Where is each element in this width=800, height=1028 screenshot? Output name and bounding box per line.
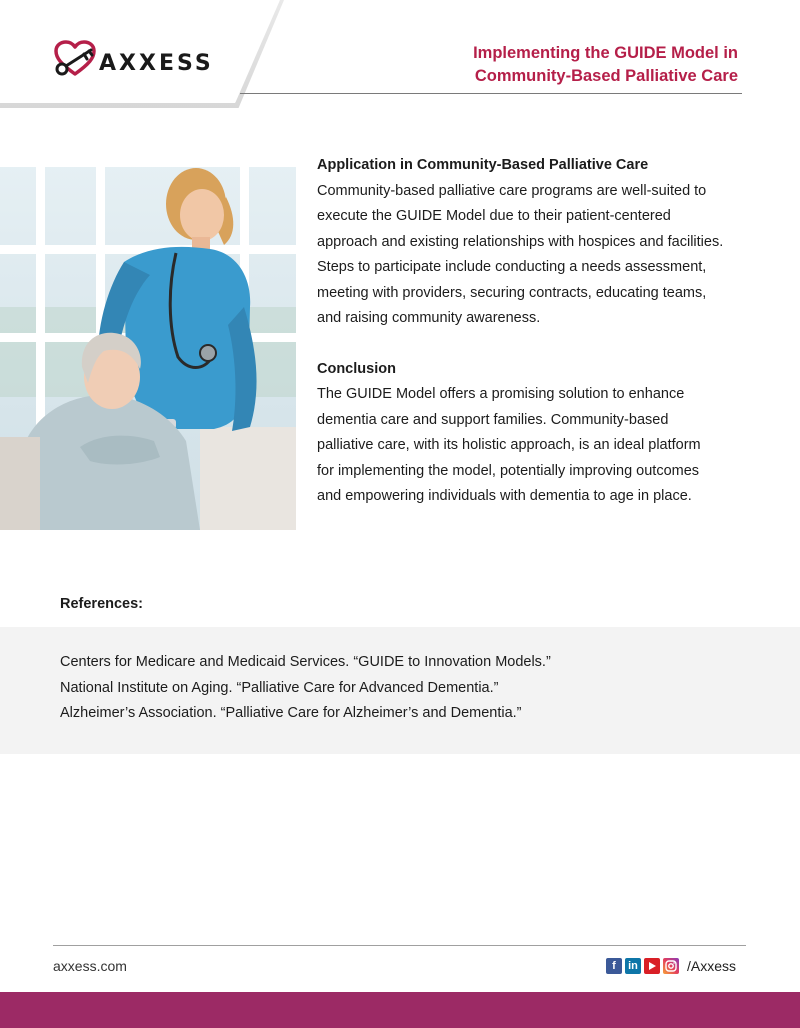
- application-line: Steps to participate include conducting a needs assessment,: [317, 259, 707, 275]
- conclusion-line: palliative care, with its holistic approach, is an ideal platform: [317, 437, 701, 453]
- section-spacer: [317, 332, 757, 357]
- section-heading-conclusion: Conclusion: [317, 360, 396, 377]
- axxess-logo: [53, 40, 214, 80]
- instagram-icon[interactable]: [663, 958, 679, 974]
- logo-wordmark: AXXESS: [99, 50, 214, 76]
- reference-item: National Institute on Aging. “Palliative Care for Advanced Dementia.”: [60, 679, 499, 696]
- conclusion-line: dementia care and support families. Community-based: [317, 411, 669, 428]
- page-title-line-1: Implementing the GUIDE Model in: [473, 44, 738, 62]
- facebook-icon[interactable]: f: [606, 958, 622, 974]
- conclusion-line: for implementing the model, potentially improving outcomes: [317, 462, 700, 479]
- references-list: [60, 650, 551, 727]
- social-links: [606, 958, 736, 974]
- reference-item: Centers for Medicare and Medicaid Services. “GUIDE to Innovation Models.”: [60, 654, 551, 670]
- nurse-patient-photo: [0, 157, 296, 530]
- youtube-icon[interactable]: [644, 958, 660, 974]
- header-divider: [240, 93, 742, 94]
- reference-item: Alzheimer’s Association. “Palliative Care for Alzheimer’s and Dementia.”: [60, 705, 522, 721]
- references-heading: References:: [60, 596, 144, 612]
- page-title: [473, 42, 738, 88]
- application-line: and raising community awareness.: [317, 310, 541, 326]
- conclusion-line: and empowering individuals with dementia to age in place.: [317, 488, 692, 504]
- social-handle: /Axxess: [686, 958, 736, 974]
- linkedin-icon[interactable]: in: [625, 958, 641, 974]
- application-line: Community-based palliative care programs are well-suited to: [317, 182, 707, 199]
- footer-website-link[interactable]: axxess.com: [53, 958, 127, 974]
- footer-color-bar: [0, 992, 800, 1028]
- section-heading-application: Application in Community-Based Palliative Care: [317, 157, 649, 173]
- page-title-line-2: Community-Based Palliative Care: [474, 67, 738, 85]
- conclusion-line: The GUIDE Model offers a promising solution to enhance: [317, 386, 685, 402]
- application-line: execute the GUIDE Model due to their patient-centered: [317, 208, 671, 224]
- application-line: meeting with providers, securing contracts, educating teams,: [317, 284, 707, 301]
- footer-divider: [53, 945, 746, 946]
- heart-key-icon: [53, 40, 97, 80]
- main-content: [317, 153, 757, 510]
- application-line: approach and existing relationships with hospices and facilities.: [317, 233, 724, 250]
